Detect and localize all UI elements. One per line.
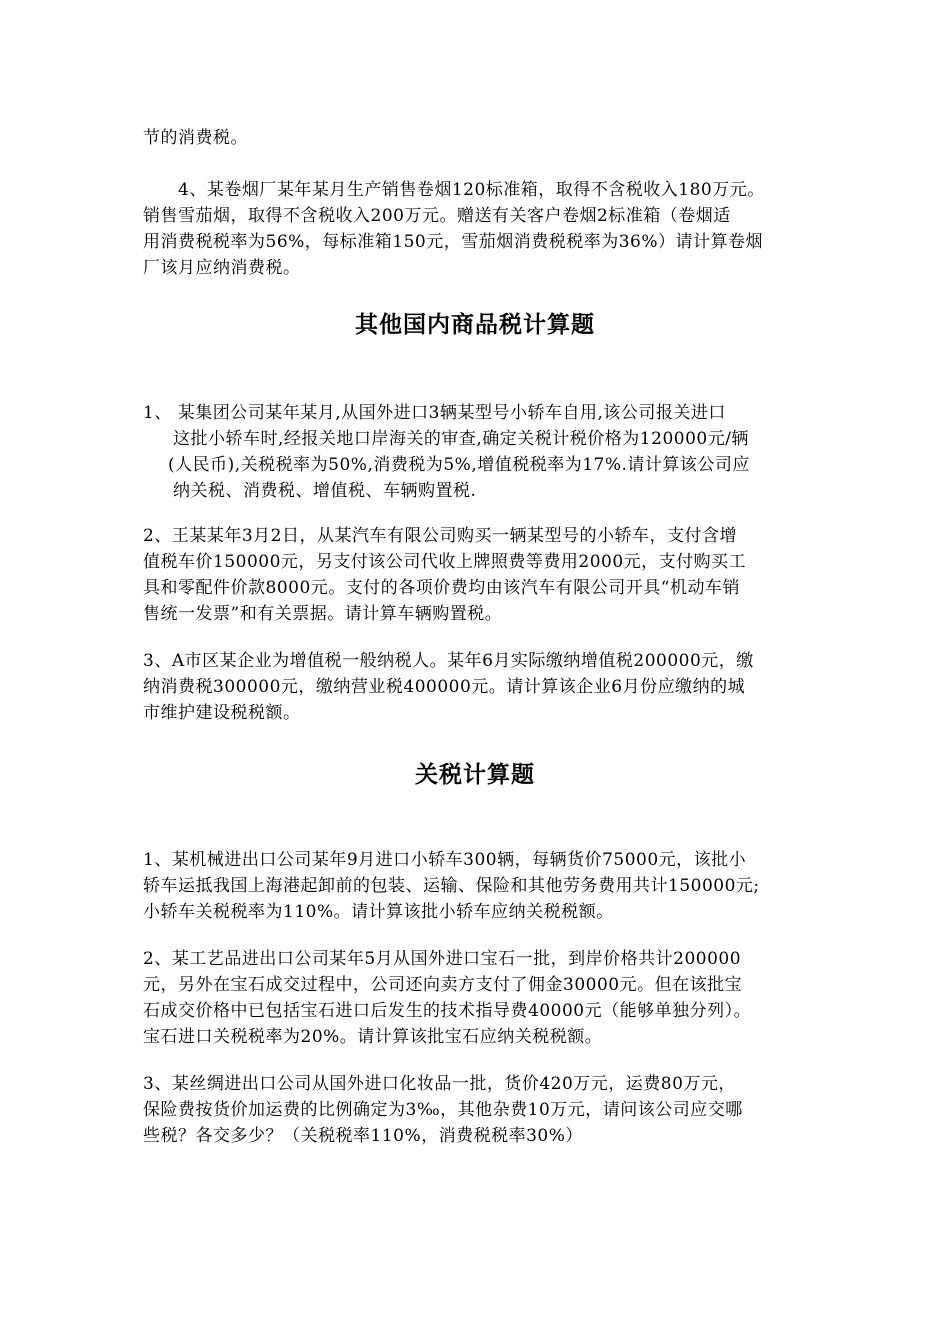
text-line: 厂该月应纳消费税。 [143,258,301,278]
text-line: 这批小轿车时,经报关地口岸海关的审查,确定关税计税价格为120000元/辆 [173,429,749,449]
text-line: 2、某工艺品进出口公司某年5月从国外进口宝石一批，到岸价格共计200000 [143,949,742,969]
text-line: 销售雪茄烟，取得不含税收入200万元。赠送有关客户卷烟2标准箱（卷烟适 [143,206,731,226]
section-heading-domestic-tax: 其他国内商品税计算题 [355,312,595,338]
text-line: 1、某机械进出口公司某年9月进口小轿车300辆，每辆货价75000元，该批小 [143,850,747,870]
text-line: 2、王某某年3月2日，从某汽车有限公司购买一辆某型号的小轿车，支付含增 [143,526,737,546]
paragraph-continuation: 节的消费税。 [143,128,248,148]
section-heading-customs-duty: 关税计算题 [415,762,535,788]
text-line: 元，另外在宝石成交过程中，公司还向卖方支付了佣金30000元。但在该批宝 [143,975,743,995]
text-line: 3、A市区某企业为增值税一般纳税人。某年6月实际缴纳增值税200000元，缴 [143,651,754,671]
text-line: 用消费税税率为56%，每标准箱150元，雪茄烟消费税税率为36%）请计算卷烟 [143,232,764,252]
text-line: 保险费按货价加运费的比例确定为3‰，其他杂费10万元，请问该公司应交哪 [143,1100,743,1120]
text-line: 石成交价格中已包括宝石进口后发生的技术指导费40000元（能够单独分列）。 [143,1001,752,1021]
text-line: 宝石进口关税税率为20%。请计算该批宝石应纳关税税额。 [143,1027,603,1047]
text-line: 轿车运抵我国上海港起卸前的包装、运输、保险和其他劳务费用共计150000元; [143,876,760,896]
text-line: (人民币),关税税率为50%,消费税为5%,增值税税率为17%.请计算该公司应 [168,455,750,475]
text-line: 4、某卷烟厂某年某月生产销售卷烟120标准箱，取得不含税收入180万元。 [178,180,765,200]
text-line: 值税车价150000元，另支付该公司代收上牌照费等费用2000元，支付购买工 [143,552,747,572]
text-line: 纳消费税300000元，缴纳营业税400000元。请计算该企业6月份应缴纳的城 [143,677,746,697]
text-line: 些税？各交多少？（关税税率110%，消费税税率30%） [143,1126,583,1146]
text-line: 市维护建设税税额。 [143,703,301,723]
text-line: 3、某丝绸进出口公司从国外进口化妆品一批，货价420万元，运费80万元， [143,1074,736,1094]
text-line: 1、 某集团公司某年某月,从国外进口3辆某型号小轿车自用,该公司报关进口 [143,403,726,423]
text-line: 售统一发票”和有关票据。请计算车辆购置税。 [143,604,503,624]
text-line: 具和零配件价款8000元。支付的各项价费均由该汽车有限公司开具“机动车销 [143,578,740,598]
text-line: 小轿车关税税率为110%。请计算该批小轿车应纳关税税额。 [143,902,614,922]
text-line: 纳关税、消费税、增值税、车辆购置税. [173,481,477,501]
